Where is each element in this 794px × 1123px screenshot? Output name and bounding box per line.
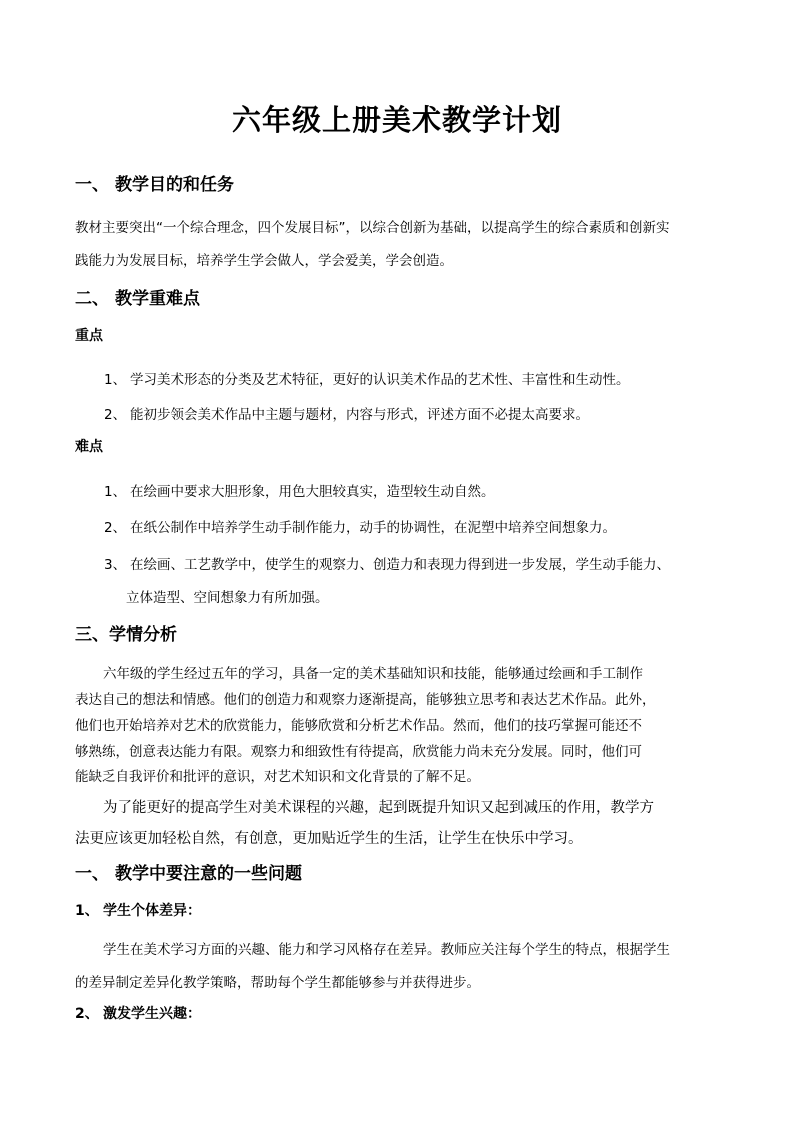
list-text: 能初步领会美术作品中主题与题材，内容与形式，评述方面不必提太高要求。 [130,407,589,423]
paragraph-line: 教材主要突出“一个综合理念，四个发展目标”，以综合创新为基础，以提高学生的综合素质和创新实 [75,220,670,236]
subheading-difficult: 难点 [75,439,103,455]
list-text: 在绘画中要求大胆形象，用色大胆较真实，造型较生动自然。 [130,484,495,500]
page-title: 六年级上册美术教学计划 [231,103,562,137]
list-number: 1、 [104,484,127,500]
subsection-number: 1、 [75,903,99,919]
paragraph-line: 能缺乏自我评价和批评的意识，对艺术知识和文化背景的了解不足。 [75,769,480,785]
list-item [104,403,589,423]
list-item [104,516,616,536]
list-number: 2、 [104,520,127,536]
list-text: 学习美术形态的分类及艺术特征，更好的认识美术作品的艺术性、丰富性和生动性。 [130,372,630,388]
section-heading-key-points [75,284,200,309]
subsection-heading [75,1003,201,1023]
list-item [104,480,495,500]
list-text: 在纸公制作中培养学生动手制作能力，动手的协调性，在泥塑中培养空间想象力。 [130,520,616,536]
list-number: 1、 [104,372,127,388]
section-title: 教学中要注意的一些问题 [115,864,302,884]
list-item [104,368,630,388]
paragraph-line: 表达自己的想法和情感。他们的创造力和观察力逐渐提高，能够独立思考和表达艺术作品。此外， [75,692,656,708]
paragraph-line: 法更应该更加轻松自然，有创意，更加贴近学生的生活，让学生在快乐中学习。 [75,831,583,847]
section-heading-notes [75,859,302,884]
section-heading-student-analysis: 三、学情分析 [75,625,177,645]
subsection-number: 2、 [75,1006,99,1022]
subsection-title: 学生个体差异： [103,903,201,919]
section-number: 一、 [75,175,109,195]
section-number: 二、 [75,289,109,309]
paragraph-line: 为了能更好的提高学生对美术课程的兴趣，起到既提升知识又起到减压的作用，教学方 [103,800,654,816]
paragraph-line: 他们也开始培养对艺术的欣赏能力，能够欣赏和分析艺术作品。然而，他们的技巧掌握可能还不 [75,718,642,734]
paragraph-line: 学生在美术学习方面的兴趣、能力和学习风格存在差异。教师应关注每个学生的特点，根据学生 [103,942,670,958]
list-number: 2、 [104,407,127,423]
section-heading-goals [75,170,234,195]
subsection-title: 激发学生兴趣： [103,1006,201,1022]
section-title: 教学重难点 [115,289,200,309]
subheading-key: 重点 [75,328,103,344]
section-title: 教学目的和任务 [115,175,234,195]
list-item-continuation: 立体造型、空间想象力有所加强。 [126,590,329,606]
subsection-heading [75,900,201,920]
paragraph-line: 的差异制定差异化教学策略，帮助每个学生都能够参与并获得进步。 [75,975,480,991]
list-item [104,553,670,573]
list-text: 在绘画、工艺教学中，使学生的观察力、创造力和表现力得到进一步发展，学生动手能力、 [130,557,670,573]
list-number: 3、 [104,557,127,573]
paragraph-line: 够熟练，创意表达能力有限。观察力和细致性有待提高，欣赏能力尚未充分发展。同时，他们可 [75,744,642,760]
section-number: 一、 [75,864,109,884]
paragraph-line: 践能力为发展目标，培养学生学会做人，学会爱美，学会创造。 [75,253,453,269]
paragraph-line: 六年级的学生经过五年的学习，具备一定的美术基础知识和技能，能够通过绘画和手工制作 [103,666,643,682]
